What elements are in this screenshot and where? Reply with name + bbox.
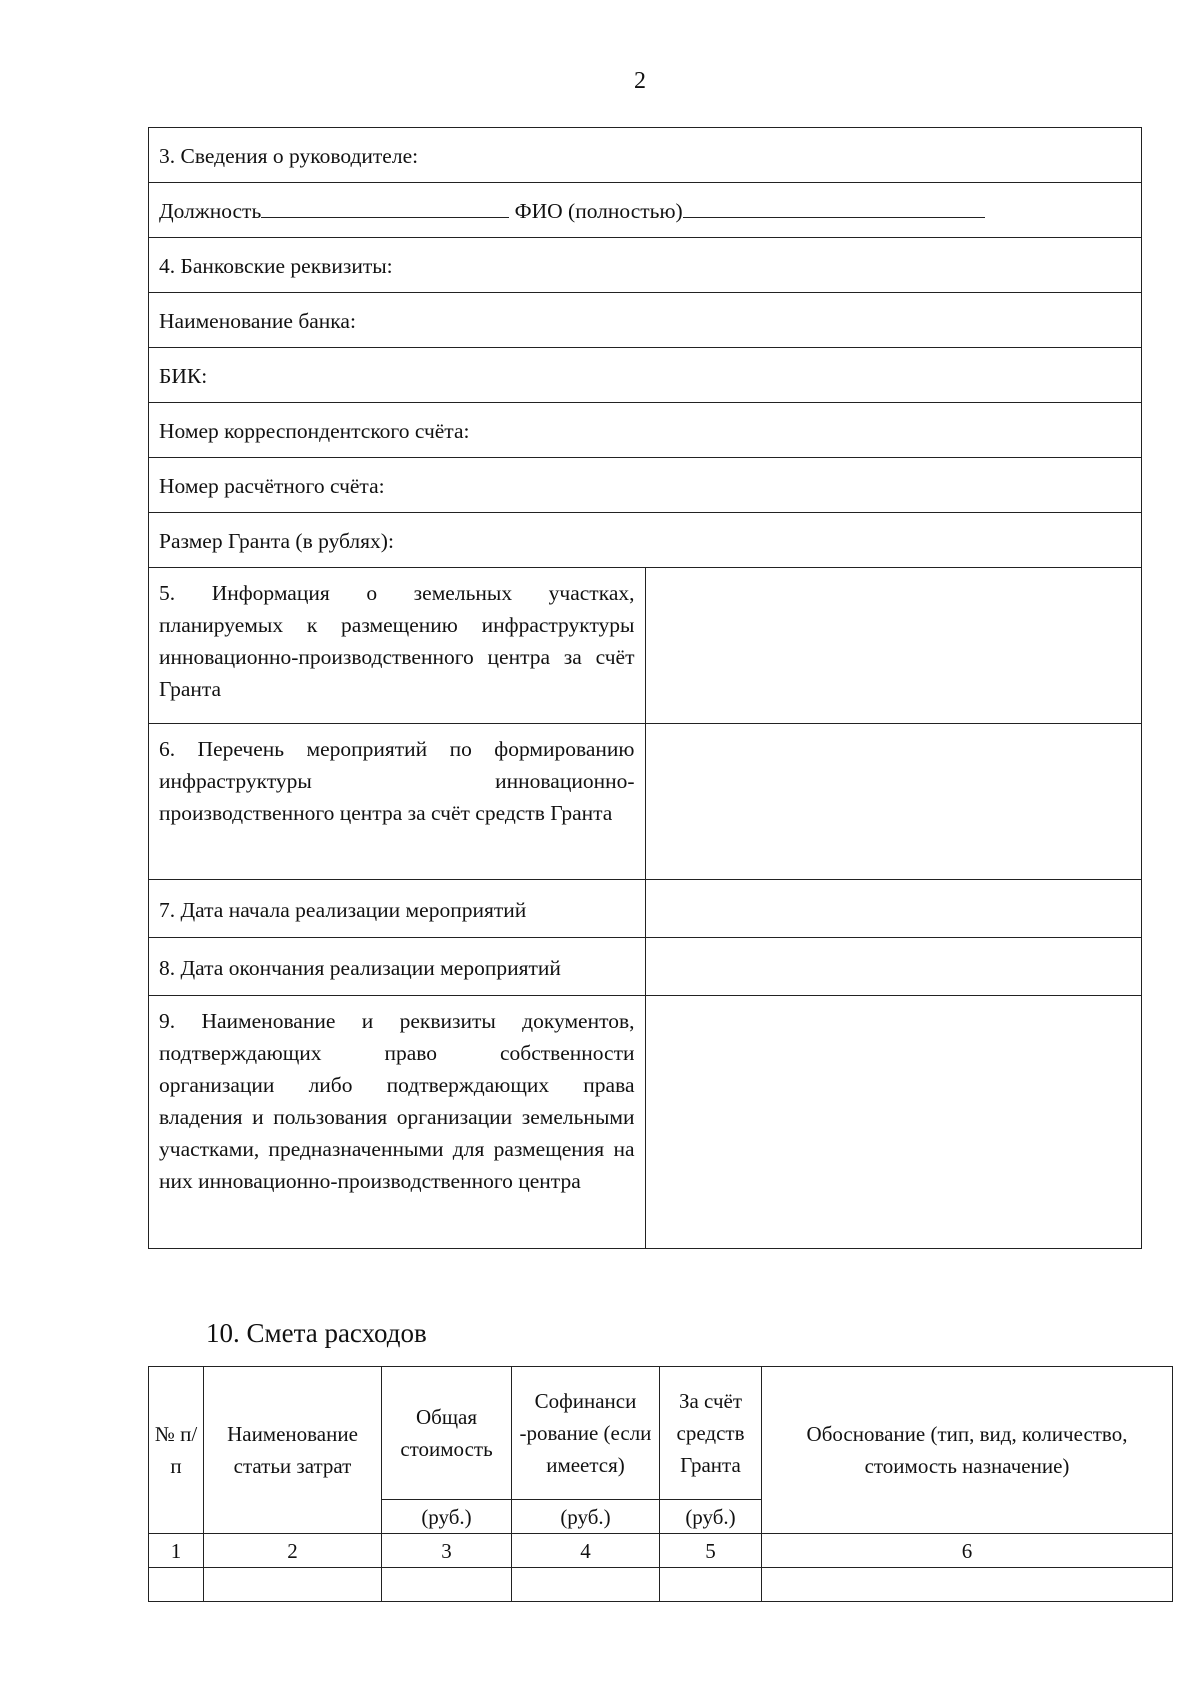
start-date-row (149, 880, 1142, 938)
position-label: Должность (159, 199, 262, 223)
grant-amount-row (149, 513, 1142, 568)
land-info-label: 5. Информация о земельных участках, планируемых к размещению инфраструктуры инновационно-производственного центра за счёт Гранта (149, 568, 646, 724)
column-number: 4 (512, 1534, 660, 1568)
budget-title: 10. Смета расходов (206, 1318, 427, 1348)
empty-cell[interactable] (660, 1568, 762, 1602)
activities-row (149, 724, 1142, 880)
manager-fields-cell (149, 183, 1142, 238)
unit-total: (руб.) (382, 1500, 512, 1534)
end-date-row (149, 938, 1142, 996)
corr-account-label[interactable]: Номер корреспондентского счёта: (149, 403, 1142, 458)
start-date-value[interactable] (645, 880, 1142, 938)
position-blank-line[interactable] (261, 195, 509, 218)
bank-name-row (149, 293, 1142, 348)
end-date-value[interactable] (645, 938, 1142, 996)
activities-value[interactable] (645, 724, 1142, 880)
fullname-label: ФИО (полностью) (514, 199, 683, 223)
column-number: 1 (149, 1534, 204, 1568)
header-total: Общая стоимость (382, 1367, 512, 1500)
manager-fields-row (149, 183, 1142, 238)
header-grant: За счёт средств Гранта (660, 1367, 762, 1500)
start-date-label: 7. Дата начала реализации мероприятий (149, 880, 646, 938)
activities-label: 6. Перечень мероприятий по формированию инфраструктуры инновационно- производственного центра за счёт средств Гранта (149, 724, 646, 880)
column-number: 3 (382, 1534, 512, 1568)
header-name: Наименование статьи затрат (204, 1367, 382, 1534)
column-number: 6 (762, 1534, 1173, 1568)
documents-label: 9. Наименование и реквизиты документов, подтверждающих право собственности организации либо подтверждающих права владения и пользования организации земельными участками, предназначенными для размещения на них инновационно-производственного центра (149, 996, 646, 1249)
page-number: 2 (634, 68, 646, 94)
unit-grant: (руб.) (660, 1500, 762, 1534)
manager-heading: 3. Сведения о руководителе: (149, 128, 1142, 183)
bik-row (149, 348, 1142, 403)
fullname-blank-line[interactable] (683, 195, 985, 218)
settlement-account-row (149, 458, 1142, 513)
budget-table (148, 1366, 1173, 1602)
empty-cell[interactable] (149, 1568, 204, 1602)
bank-heading-row (149, 238, 1142, 293)
column-number-row (149, 1534, 1173, 1568)
grant-amount-label[interactable]: Размер Гранта (в рублях): (149, 513, 1142, 568)
land-info-row (149, 568, 1142, 724)
documents-row (149, 996, 1142, 1249)
end-date-label: 8. Дата окончания реализации мероприятий (149, 938, 646, 996)
land-info-value[interactable] (645, 568, 1142, 724)
empty-cell[interactable] (382, 1568, 512, 1602)
documents-value[interactable] (645, 996, 1142, 1249)
bank-heading: 4. Банковские реквизиты: (149, 238, 1142, 293)
column-number: 2 (204, 1534, 382, 1568)
unit-cofinancing: (руб.) (512, 1500, 660, 1534)
column-number: 5 (660, 1534, 762, 1568)
settlement-account-label[interactable]: Номер расчётного счёта: (149, 458, 1142, 513)
empty-cell[interactable] (762, 1568, 1173, 1602)
header-num: № п/п (149, 1367, 204, 1534)
empty-cell[interactable] (512, 1568, 660, 1602)
corr-account-row (149, 403, 1142, 458)
manager-heading-row (149, 128, 1142, 183)
header-cofinancing: Софинанси -рование (если имеется) (512, 1367, 660, 1500)
empty-cell[interactable] (204, 1568, 382, 1602)
application-info-table (148, 127, 1142, 1249)
header-justification: Обоснование (тип, вид, количество, стоимость назначение) (762, 1367, 1173, 1534)
bank-name-label[interactable]: Наименование банка: (149, 293, 1142, 348)
bik-label[interactable]: БИК: (149, 348, 1142, 403)
budget-header-row (149, 1367, 1173, 1500)
budget-empty-row (149, 1568, 1173, 1602)
